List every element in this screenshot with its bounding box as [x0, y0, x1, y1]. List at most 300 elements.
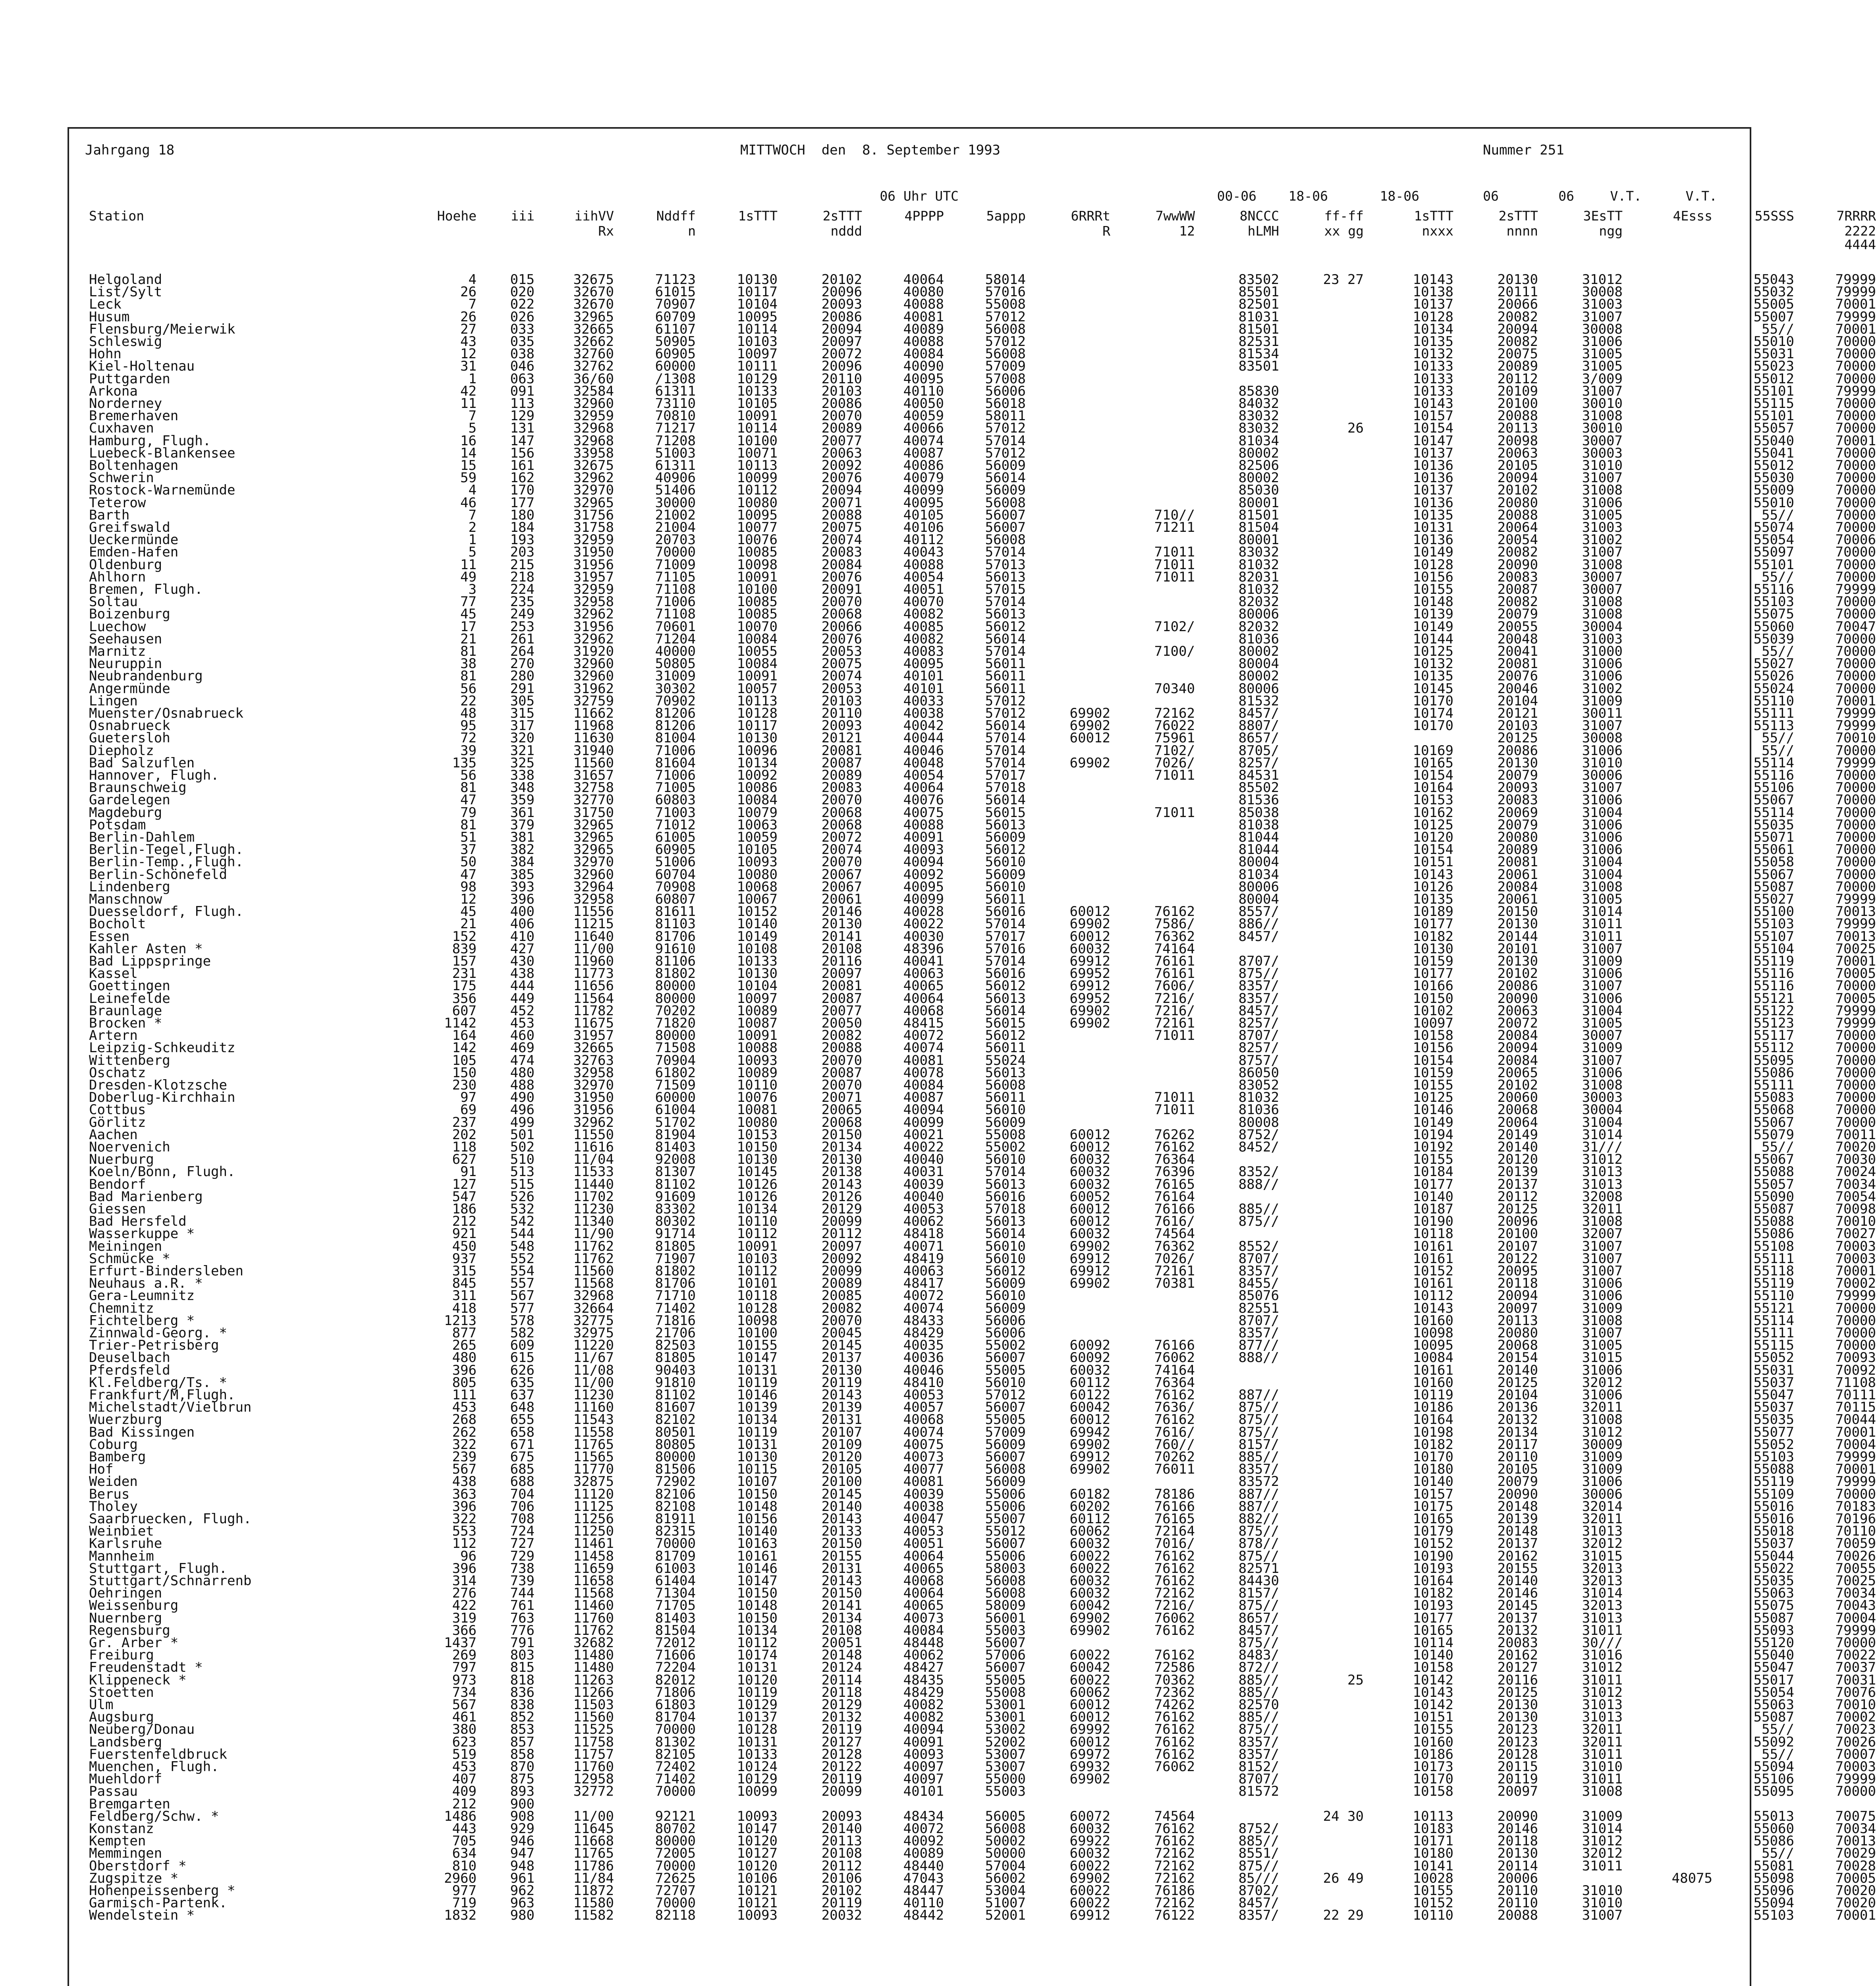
cell: 73110	[655, 396, 696, 411]
cell: 80002	[1238, 445, 1279, 461]
cell: 31007	[1582, 1263, 1623, 1279]
station-name: Zinnwald-Georg. *	[89, 1325, 227, 1341]
cell: 70000	[1835, 978, 1876, 994]
table-row	[69, 854, 1876, 870]
cell: 48410	[903, 1375, 944, 1391]
station-name: Memmingen	[89, 1845, 162, 1861]
cell: 268	[452, 1412, 477, 1428]
cell: 70000	[1835, 495, 1876, 511]
cell: 55003	[985, 1623, 1026, 1638]
cell: 71003	[655, 805, 696, 821]
cell: 11640	[573, 929, 614, 945]
cell: 11565	[573, 1449, 614, 1465]
cell: 20084	[1497, 1053, 1538, 1068]
cell: 55006	[985, 1486, 1026, 1502]
cell: 81031	[1238, 309, 1279, 325]
cell: 47	[460, 867, 477, 883]
station-name: Barth	[89, 507, 130, 523]
cell: 31008	[1582, 1313, 1623, 1329]
cell: 71011	[1154, 1102, 1195, 1118]
cell: 325	[510, 755, 535, 771]
cell: 20086	[821, 396, 862, 411]
cell: 10193	[1413, 1598, 1453, 1613]
cell: 40031	[903, 1164, 944, 1180]
cell: 193	[510, 532, 535, 548]
cell: 81034	[1238, 867, 1279, 883]
cell: 8483/	[1238, 1647, 1279, 1663]
station-name: Lingen	[89, 693, 138, 709]
cell: 37	[460, 842, 477, 858]
cell: 30007	[1582, 569, 1623, 585]
cell: 48415	[903, 1015, 944, 1031]
cell: 20131	[821, 1412, 862, 1428]
station-name: Berlin-Schönefeld	[89, 867, 227, 883]
cell: 70000	[1835, 829, 1876, 845]
cell: 79999	[1835, 891, 1876, 907]
cell: 10100	[737, 433, 778, 449]
cell: 887//	[1238, 1387, 1279, 1403]
cell: 70000	[1835, 520, 1876, 535]
cell: 76162	[1154, 1647, 1195, 1663]
cell: 20061	[1497, 867, 1538, 883]
cell: 56010	[985, 1288, 1026, 1304]
station-name: Stuttgart/Schnarrenb	[89, 1573, 252, 1589]
cell: 83032	[1238, 408, 1279, 424]
cell: 81706	[655, 929, 696, 945]
cell: 886//	[1238, 916, 1279, 932]
cell: 020	[510, 284, 535, 300]
cell: 20070	[821, 408, 862, 424]
cell: 56012	[985, 1028, 1026, 1043]
cell: 30010	[1582, 420, 1623, 436]
cell: 36/60	[573, 371, 614, 387]
cell: 10157	[1413, 1486, 1453, 1502]
cell: 20149	[1497, 1127, 1538, 1143]
cell: 69952	[1069, 991, 1110, 1007]
cell: 55006	[985, 1548, 1026, 1564]
cell: 70000	[1835, 507, 1876, 523]
cell: 55052	[1753, 1350, 1794, 1366]
cell: 885//	[1238, 1833, 1279, 1849]
cell: 57004	[985, 1858, 1026, 1874]
cell: 55005	[985, 1672, 1026, 1688]
cell: 20093	[821, 1808, 862, 1824]
station-name: Soltau	[89, 594, 138, 610]
table-row	[69, 482, 1876, 498]
cell: 11758	[573, 1734, 614, 1750]
cell: 31007	[1582, 1238, 1623, 1254]
cell: 10155	[1413, 582, 1453, 597]
cell: 48427	[903, 1660, 944, 1675]
column-name: iihVV	[574, 208, 614, 224]
cell: 10187	[1413, 1201, 1453, 1217]
cell: 40092	[903, 1833, 944, 1849]
cell: 70055	[1835, 1561, 1876, 1576]
cell: 55088	[1753, 1461, 1794, 1477]
cell: 11/00	[573, 941, 614, 957]
cell: 55000	[985, 1771, 1026, 1787]
cell: 56014	[985, 1003, 1026, 1019]
cell: 57014	[985, 730, 1026, 746]
cell: 70111	[1835, 1387, 1876, 1403]
cell: 888//	[1238, 1350, 1279, 1366]
cell: 20079	[1497, 606, 1538, 622]
cell: 10125	[1413, 1090, 1453, 1105]
cell: 70020	[1835, 1895, 1876, 1911]
station-name: Koeln/Bonn, Flugh.	[89, 1164, 235, 1180]
cell: 31010	[1582, 1759, 1623, 1775]
cell: 31011	[1582, 1623, 1623, 1638]
cell: 31004	[1582, 867, 1623, 883]
cell: 60182	[1069, 1486, 1110, 1502]
cell: 22 29	[1323, 1907, 1364, 1923]
cell: 15	[460, 458, 477, 473]
cell: 40097	[903, 1771, 944, 1787]
cell: 40083	[903, 643, 944, 659]
cell: 10157	[1413, 408, 1453, 424]
cell: 69902	[1069, 705, 1110, 721]
cell: 56010	[985, 1238, 1026, 1254]
station-name: Konstanz	[89, 1821, 154, 1837]
cell: 40094	[903, 1102, 944, 1118]
cell: 71217	[655, 420, 696, 436]
cell: 20068	[821, 817, 862, 833]
cell: 81	[460, 668, 477, 684]
cell: 11656	[573, 978, 614, 994]
cell: 2	[468, 520, 477, 535]
cell: 69902	[1069, 1610, 1110, 1626]
cell: 57014	[985, 1164, 1026, 1180]
cell: 20082	[821, 1028, 862, 1043]
cell: 60000	[655, 1090, 696, 1105]
cell: 10105	[737, 396, 778, 411]
cell: 76162	[1154, 1721, 1195, 1737]
station-name: Duesseldorf, Flugh.	[89, 904, 243, 920]
cell: 20086	[821, 309, 862, 325]
cell: 845	[452, 1275, 477, 1291]
cell: 320	[510, 730, 535, 746]
cell: 55//	[1762, 569, 1794, 585]
cell: 10170	[1413, 1449, 1453, 1465]
cell: 55111	[1753, 1325, 1794, 1341]
cell: 20072	[821, 829, 862, 845]
cell: 56007	[985, 520, 1026, 535]
cell: 31009	[1582, 1040, 1623, 1056]
cell: 776	[510, 1623, 535, 1638]
cell: 32965	[573, 817, 614, 833]
cell: 10146	[1413, 1102, 1453, 1118]
cell: 10098	[737, 557, 778, 573]
cell: 10114	[737, 420, 778, 436]
cell: 20139	[1497, 1164, 1538, 1180]
cell: 70000	[1835, 557, 1876, 573]
cell: 60803	[655, 792, 696, 808]
cell: 175	[452, 978, 477, 994]
cell: 20139	[821, 1399, 862, 1415]
cell: 76162	[1154, 1734, 1195, 1750]
cell: 20096	[1497, 1213, 1538, 1229]
cell: 81532	[1238, 693, 1279, 709]
cell: 31007	[1582, 718, 1623, 734]
cell: 577	[510, 1300, 535, 1316]
cell: 80002	[1238, 643, 1279, 659]
station-name: Schmücke *	[89, 1251, 170, 1267]
cell: 55096	[1753, 1883, 1794, 1899]
cell: 10134	[737, 1623, 778, 1638]
cell: 40038	[903, 705, 944, 721]
cell: 55012	[985, 1523, 1026, 1539]
cell: 71402	[655, 1771, 696, 1787]
cell: 40088	[903, 296, 944, 312]
cell: 60032	[1069, 1821, 1110, 1837]
cell: 929	[510, 1821, 535, 1837]
cell: 76162	[1154, 1573, 1195, 1589]
cell: 8707/	[1238, 1313, 1279, 1329]
cell: 10095	[1413, 1337, 1453, 1353]
cell: 58003	[985, 1561, 1026, 1576]
cell: 40050	[903, 396, 944, 411]
column-subname: ngg	[1599, 223, 1623, 239]
cell: 60062	[1069, 1685, 1110, 1700]
cell: 10128	[737, 1721, 778, 1737]
column-name: 7RRRR	[1836, 208, 1876, 224]
cell: 60012	[1069, 730, 1110, 746]
cell: 70005	[1835, 991, 1876, 1007]
station-name: Flensburg/Meierwik	[89, 321, 235, 337]
cell: 4	[468, 272, 477, 288]
cell: 10140	[1413, 1474, 1453, 1490]
cell: 31004	[1582, 1003, 1623, 1019]
cell: 878//	[1238, 1536, 1279, 1551]
cell: 76165	[1154, 1511, 1195, 1527]
cell: 71011	[1154, 544, 1195, 560]
cell: 70043	[1835, 1598, 1876, 1613]
cell: 79999	[1835, 916, 1876, 932]
station-name: Neuhaus a.R. *	[89, 1275, 203, 1291]
cell: 50	[460, 854, 477, 870]
cell: 31003	[1582, 520, 1623, 535]
cell: 135	[452, 755, 477, 771]
cell: 10098	[737, 1313, 778, 1329]
cell: 70000	[655, 544, 696, 560]
cell: 10105	[737, 842, 778, 858]
cell: 20130	[821, 916, 862, 932]
cell: 31005	[1582, 891, 1623, 907]
cell: 224	[510, 582, 535, 597]
cell: 20114	[1497, 1858, 1538, 1874]
station-name: Bremgarten	[89, 1796, 170, 1812]
cell: 55//	[1762, 743, 1794, 759]
cell: 70000	[1835, 1077, 1876, 1093]
cell: 60062	[1069, 1523, 1110, 1539]
cell: 32958	[573, 1065, 614, 1081]
cell: 76162	[1154, 1833, 1195, 1849]
cell: 490	[510, 1090, 535, 1105]
cell: 311	[452, 1288, 477, 1304]
cell: 10153	[737, 1127, 778, 1143]
cell: 11668	[573, 1833, 614, 1849]
cell: 10145	[737, 1164, 778, 1180]
cell: 84032	[1238, 396, 1279, 411]
cell: 40099	[903, 891, 944, 907]
cell: 55037	[1753, 1375, 1794, 1391]
station-name: Chemnitz	[89, 1300, 154, 1316]
cell: 39	[460, 743, 477, 759]
cell: 72164	[1154, 1523, 1195, 1539]
cell: 129	[510, 408, 535, 424]
cell: 57014	[985, 916, 1026, 932]
cell: 853	[510, 1721, 535, 1737]
cell: 474	[510, 1053, 535, 1068]
cell: 60022	[1069, 1561, 1110, 1576]
cell: 10130	[737, 730, 778, 746]
cell: 10180	[1413, 1845, 1453, 1861]
station-name: Greifswald	[89, 520, 170, 535]
cell: 10093	[737, 1907, 778, 1923]
cell: 80001	[1238, 495, 1279, 511]
cell: 60012	[1069, 1213, 1110, 1229]
cell: 10142	[1413, 1672, 1453, 1688]
station-name: Norderney	[89, 396, 162, 411]
column-name: 55SSS	[1754, 208, 1794, 224]
cell: 56009	[985, 482, 1026, 498]
cell: 20095	[1497, 1263, 1538, 1279]
cell: 76162	[1154, 1746, 1195, 1762]
cell: 10154	[1413, 842, 1453, 858]
cell: 81302	[655, 1734, 696, 1750]
cell: 80004	[1238, 854, 1279, 870]
cell: 81501	[1238, 321, 1279, 337]
cell: 32968	[573, 420, 614, 436]
cell: 31013	[1582, 1697, 1623, 1713]
cell: 10119	[737, 1685, 778, 1700]
station-name: Husum	[89, 309, 130, 325]
station-name: Muenster/Osnabrueck	[89, 705, 243, 721]
cell: 70000	[1835, 544, 1876, 560]
cell: 11533	[573, 1164, 614, 1180]
station-name: Berlin-Tegel,Flugh.	[89, 842, 243, 858]
cell: 554	[510, 1263, 535, 1279]
cell: 31006	[1582, 1275, 1623, 1291]
cell: 71816	[655, 1313, 696, 1329]
cell: 11125	[573, 1499, 614, 1515]
cell: 32968	[573, 1288, 614, 1304]
cell: 7	[468, 507, 477, 523]
cell: 40094	[903, 1721, 944, 1737]
cell: 947	[510, 1845, 535, 1861]
cell: 10126	[737, 1189, 778, 1205]
cell: 20094	[821, 482, 862, 498]
cell: 70000	[1835, 1337, 1876, 1353]
cell: 269	[452, 1647, 477, 1663]
cell: 10145	[1413, 681, 1453, 697]
cell: 40051	[903, 582, 944, 597]
cell: 40082	[903, 1697, 944, 1713]
cell: 10106	[737, 1870, 778, 1886]
station-name: Ulm	[89, 1697, 114, 1713]
cell: 20068	[821, 805, 862, 821]
cell: 55030	[1753, 470, 1794, 486]
cell: 20137	[1497, 1536, 1538, 1551]
cell: 31004	[1582, 805, 1623, 821]
cell: 20121	[821, 730, 862, 746]
cell: 582	[510, 1325, 535, 1341]
cell: 55087	[1753, 1709, 1794, 1725]
column-name: 4PPPP	[904, 208, 944, 224]
cell: 20115	[1497, 1759, 1538, 1775]
cell: 31002	[1582, 532, 1623, 548]
cell: 57012	[985, 445, 1026, 461]
cell: 76162	[1154, 1821, 1195, 1837]
cell: 184	[510, 520, 535, 535]
cell: 10164	[1413, 780, 1453, 796]
cell: 438	[510, 966, 535, 981]
cell: 10161	[1413, 1275, 1453, 1291]
cell: 8757/	[1238, 1053, 1279, 1068]
cell: 30006	[1582, 767, 1623, 783]
cell: 40088	[903, 557, 944, 573]
cell: 83572	[1238, 1474, 1279, 1490]
cell: 70000	[1835, 1102, 1876, 1118]
column-name: 1sTTT	[1414, 208, 1453, 224]
cell: 20144	[1497, 929, 1538, 945]
cell: 519	[452, 1746, 477, 1762]
cell: 61311	[655, 458, 696, 473]
cell: 381	[510, 829, 535, 845]
cell: 55023	[1753, 358, 1794, 374]
cell: 70381	[1154, 1275, 1195, 1291]
column-subname: nddd	[830, 223, 862, 239]
column-name: 6RRRt	[1071, 208, 1110, 224]
cell: 10136	[1413, 470, 1453, 486]
cell: 32012	[1582, 1536, 1623, 1551]
cell: 20063	[1497, 445, 1538, 461]
cell: 20061	[1497, 891, 1538, 907]
cell: 962	[510, 1883, 535, 1899]
cell: 10186	[1413, 1399, 1453, 1415]
cell: 40036	[903, 1350, 944, 1366]
cell: 81504	[655, 1623, 696, 1638]
cell: 20114	[821, 1672, 862, 1688]
cell: 47043	[903, 1870, 944, 1886]
cell: 57018	[985, 780, 1026, 796]
cell: 56009	[985, 1437, 1026, 1453]
cell: 31940	[573, 743, 614, 759]
cell: 72161	[1154, 1015, 1195, 1031]
cell: 20066	[821, 619, 862, 635]
cell: 55026	[1753, 668, 1794, 684]
cell: 10113	[1413, 1808, 1453, 1824]
cell: 20077	[821, 433, 862, 449]
cell: 79999	[1835, 1288, 1876, 1304]
cell: 10150	[1413, 991, 1453, 1007]
cell: 10084	[737, 631, 778, 647]
cell: 20112	[1497, 371, 1538, 387]
column-subname: nxxx	[1422, 223, 1453, 239]
cell: 57012	[985, 1387, 1026, 1403]
cell: 55093	[1753, 1623, 1794, 1638]
cell: 31010	[1582, 1895, 1623, 1911]
cell: 40068	[903, 1003, 944, 1019]
cell: 55005	[985, 1412, 1026, 1428]
cell: 10194	[1413, 1127, 1453, 1143]
cell: 875//	[1238, 1523, 1279, 1539]
cell: 52001	[985, 1907, 1026, 1923]
cell: 20118	[1497, 1833, 1538, 1849]
cell: 56015	[985, 805, 1026, 821]
cell: 393	[510, 879, 535, 895]
column-name: 8NCCC	[1239, 208, 1279, 224]
